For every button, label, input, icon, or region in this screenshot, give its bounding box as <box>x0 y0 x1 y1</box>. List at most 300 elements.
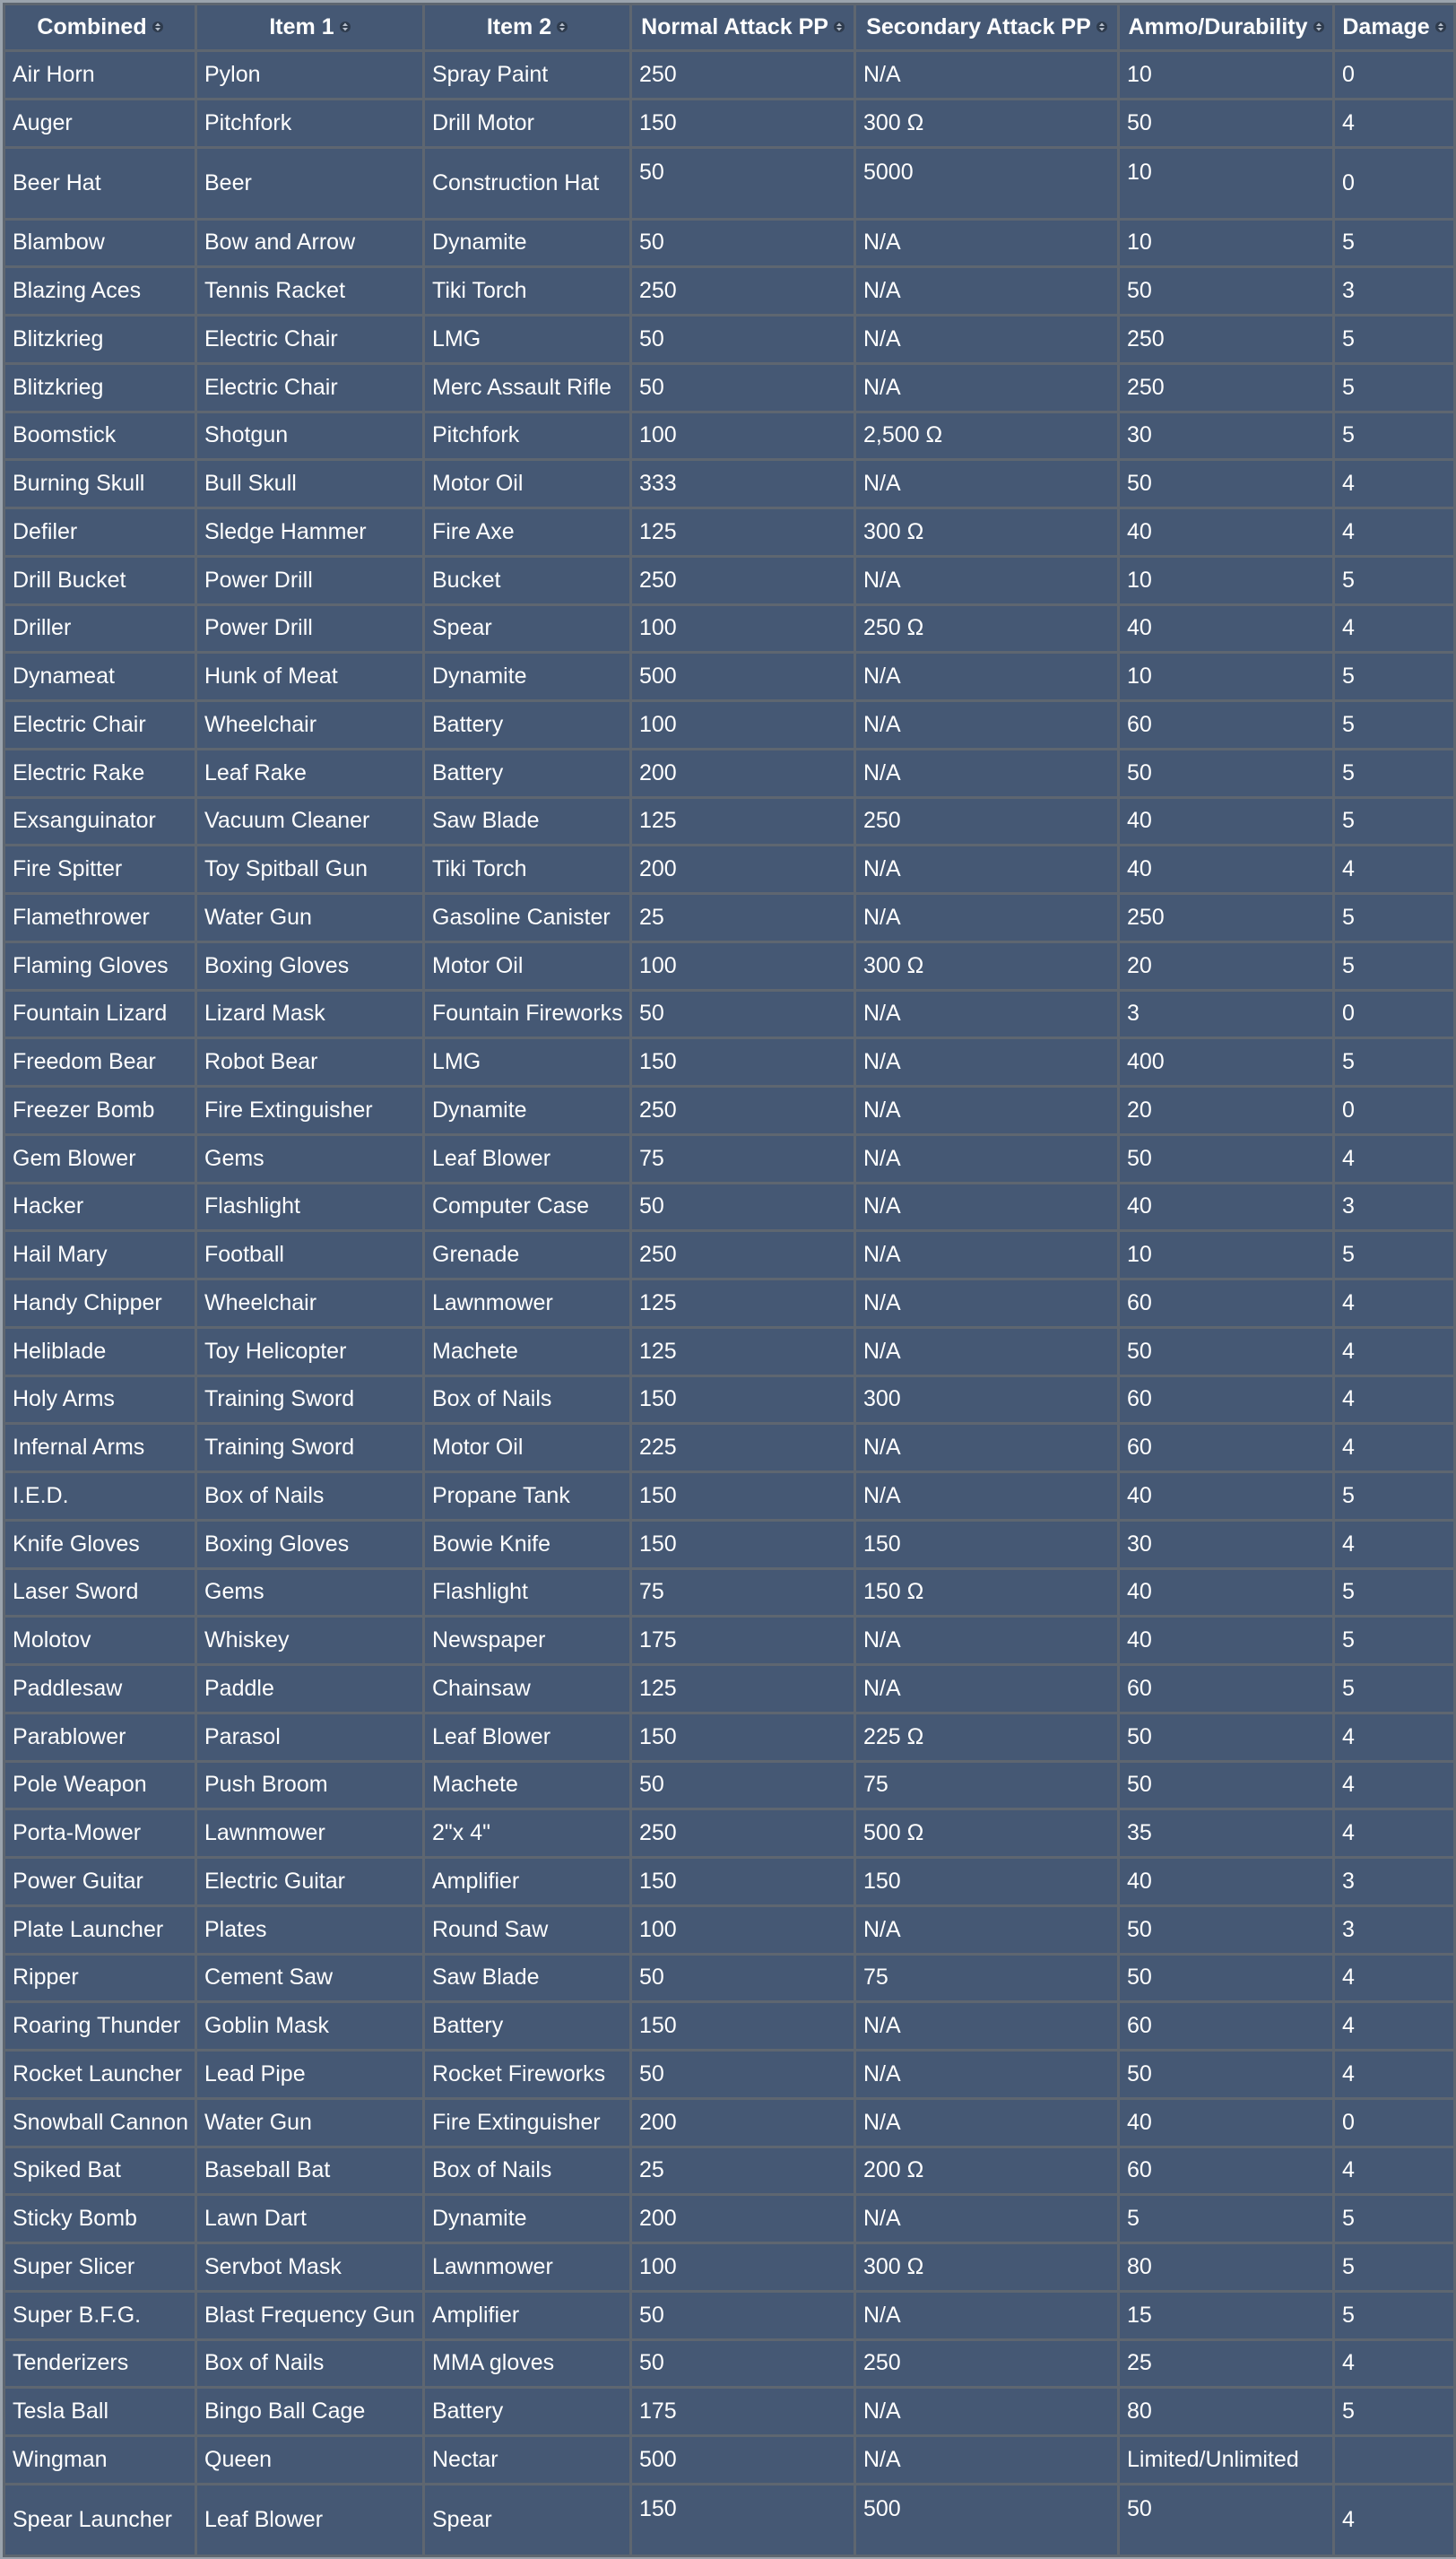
cell-item-2: Dynamite <box>424 219 631 267</box>
cell-item-2: Dynamite <box>424 1087 631 1135</box>
cell-ammo-durability: 50 <box>1119 2484 1334 2555</box>
cell-normal-attack-pp: 250 <box>631 1809 855 1858</box>
cell-normal-attack-pp: 100 <box>631 1905 855 1954</box>
cell-damage: 4 <box>1334 460 1455 508</box>
cell-normal-attack-pp: 50 <box>631 2051 855 2099</box>
cell-secondary-attack-pp: 75 <box>855 1954 1119 2002</box>
cell-normal-attack-pp: 250 <box>631 556 855 604</box>
cell-normal-attack-pp: 50 <box>631 1761 855 1809</box>
cell-damage: 4 <box>1334 1761 1455 1809</box>
cell-item-1: Lizard Mask <box>196 990 424 1038</box>
cell-item-2: Spear <box>424 604 631 653</box>
table-row <box>4 1713 1455 1761</box>
cell-normal-attack-pp: 225 <box>631 1424 855 1472</box>
cell-normal-attack-pp: 50 <box>631 316 855 364</box>
cell-secondary-attack-pp: 250 <box>855 797 1119 846</box>
cell-secondary-attack-pp: 250 Ω <box>855 604 1119 653</box>
cell-normal-attack-pp: 125 <box>631 1280 855 1328</box>
cell-item-1: Bingo Ball Cage <box>196 2388 424 2436</box>
column-header-label: Normal Attack PP <box>641 14 828 39</box>
cell-secondary-attack-pp: N/A <box>855 1424 1119 1472</box>
cell-normal-attack-pp: 25 <box>631 2147 855 2195</box>
cell-item-1: Shotgun <box>196 412 424 460</box>
cell-ammo-durability: 250 <box>1119 316 1334 364</box>
table-row <box>4 990 1455 1038</box>
cell-damage: 4 <box>1334 1424 1455 1472</box>
cell-item-1: Push Broom <box>196 1761 424 1809</box>
cell-combined: Fountain Lizard <box>4 990 196 1038</box>
sort-up-down-icon[interactable] <box>1313 20 1324 34</box>
cell-secondary-attack-pp: N/A <box>855 1665 1119 1713</box>
cell-secondary-attack-pp: N/A <box>855 1905 1119 1954</box>
table-row <box>4 2388 1455 2436</box>
cell-item-2: Machete <box>424 1761 631 1809</box>
cell-ammo-durability: 400 <box>1119 1038 1334 1087</box>
cell-secondary-attack-pp: N/A <box>855 219 1119 267</box>
table-row <box>4 267 1455 316</box>
cell-item-1: Toy Spitball Gun <box>196 846 424 894</box>
cell-combined: Defiler <box>4 508 196 557</box>
cell-normal-attack-pp: 500 <box>631 653 855 701</box>
table-row <box>4 1858 1455 1906</box>
table-row <box>4 316 1455 364</box>
sort-up-down-icon[interactable] <box>1096 20 1107 34</box>
cell-item-2: Spear <box>424 2484 631 2555</box>
cell-item-1: Bull Skull <box>196 460 424 508</box>
table-header <box>4 4 1455 51</box>
cell-item-2: LMG <box>424 316 631 364</box>
cell-item-1: Wheelchair <box>196 701 424 750</box>
cell-damage: 5 <box>1334 2388 1455 2436</box>
cell-item-2: Amplifier <box>424 2291 631 2339</box>
cell-normal-attack-pp: 125 <box>631 508 855 557</box>
cell-item-2: Dynamite <box>424 653 631 701</box>
cell-damage: 5 <box>1334 941 1455 990</box>
table-row <box>4 749 1455 797</box>
cell-item-1: Servbot Mask <box>196 2243 424 2292</box>
cell-damage: 3 <box>1334 1183 1455 1231</box>
cell-combined: Paddlesaw <box>4 1665 196 1713</box>
sort-up-down-icon[interactable] <box>557 20 568 34</box>
cell-normal-attack-pp: 150 <box>631 2002 855 2051</box>
cell-combined: Drill Bucket <box>4 556 196 604</box>
cell-damage: 4 <box>1334 2484 1455 2555</box>
cell-ammo-durability: 30 <box>1119 1520 1334 1568</box>
cell-combined: Roaring Thunder <box>4 2002 196 2051</box>
cell-ammo-durability: 25 <box>1119 2339 1334 2388</box>
cell-normal-attack-pp: 100 <box>631 701 855 750</box>
cell-combined: Super Slicer <box>4 2243 196 2292</box>
cell-item-1: Hunk of Meat <box>196 653 424 701</box>
cell-damage: 5 <box>1334 894 1455 942</box>
cell-damage: 5 <box>1334 1472 1455 1521</box>
table-row <box>4 604 1455 653</box>
cell-item-2: Drill Motor <box>424 99 631 147</box>
cell-damage: 4 <box>1334 1134 1455 1183</box>
cell-secondary-attack-pp: N/A <box>855 1183 1119 1231</box>
table-row <box>4 460 1455 508</box>
table-row <box>4 894 1455 942</box>
cell-ammo-durability: 40 <box>1119 1183 1334 1231</box>
cell-combined: Knife Gloves <box>4 1520 196 1568</box>
column-header-label: Ammo/Durability <box>1128 14 1308 39</box>
cell-damage: 3 <box>1334 1905 1455 1954</box>
cell-item-2: Battery <box>424 749 631 797</box>
table-row <box>4 846 1455 894</box>
cell-damage: 5 <box>1334 2291 1455 2339</box>
cell-secondary-attack-pp: N/A <box>855 990 1119 1038</box>
cell-combined: Electric Rake <box>4 749 196 797</box>
cell-item-1: Gems <box>196 1568 424 1617</box>
table-row <box>4 412 1455 460</box>
cell-normal-attack-pp: 50 <box>631 990 855 1038</box>
cell-normal-attack-pp: 50 <box>631 2291 855 2339</box>
cell-combined: Flaming Gloves <box>4 941 196 990</box>
table-row <box>4 2051 1455 2099</box>
cell-item-2: Lawnmower <box>424 2243 631 2292</box>
table-row <box>4 1375 1455 1424</box>
cell-item-2: Saw Blade <box>424 1954 631 2002</box>
cell-secondary-attack-pp: N/A <box>855 749 1119 797</box>
cell-normal-attack-pp: 150 <box>631 1472 855 1521</box>
cell-ammo-durability: Limited/Unlimited <box>1119 2436 1334 2485</box>
cell-secondary-attack-pp: 200 Ω <box>855 2147 1119 2195</box>
cell-damage: 4 <box>1334 604 1455 653</box>
cell-combined: Spear Launcher <box>4 2484 196 2555</box>
cell-normal-attack-pp: 175 <box>631 2388 855 2436</box>
column-header-item-2[interactable] <box>424 4 631 51</box>
table-row <box>4 1809 1455 1858</box>
cell-secondary-attack-pp: 300 <box>855 1375 1119 1424</box>
cell-ammo-durability: 250 <box>1119 894 1334 942</box>
cell-normal-attack-pp: 50 <box>631 1183 855 1231</box>
cell-ammo-durability: 10 <box>1119 556 1334 604</box>
cell-item-1: Bow and Arrow <box>196 219 424 267</box>
cell-item-2: Amplifier <box>424 1858 631 1906</box>
cell-damage: 5 <box>1334 749 1455 797</box>
cell-normal-attack-pp: 50 <box>631 147 855 219</box>
cell-damage: 4 <box>1334 2147 1455 2195</box>
cell-damage: 4 <box>1334 1809 1455 1858</box>
table-row <box>4 1520 1455 1568</box>
cell-ammo-durability: 20 <box>1119 1087 1334 1135</box>
cell-item-1: Training Sword <box>196 1424 424 1472</box>
cell-ammo-durability: 10 <box>1119 147 1334 219</box>
cell-item-1: Leaf Blower <box>196 2484 424 2555</box>
cell-ammo-durability: 50 <box>1119 1134 1334 1183</box>
cell-ammo-durability: 50 <box>1119 1954 1334 2002</box>
cell-item-1: Leaf Rake <box>196 749 424 797</box>
table-row <box>4 508 1455 557</box>
table-row <box>4 1568 1455 1617</box>
cell-ammo-durability: 40 <box>1119 1617 1334 1665</box>
cell-damage: 0 <box>1334 990 1455 1038</box>
cell-normal-attack-pp: 200 <box>631 2195 855 2243</box>
cell-item-1: Whiskey <box>196 1617 424 1665</box>
cell-damage: 4 <box>1334 99 1455 147</box>
cell-item-2: 2"x 4" <box>424 1809 631 1858</box>
cell-combined: Tenderizers <box>4 2339 196 2388</box>
cell-item-2: Battery <box>424 2002 631 2051</box>
cell-secondary-attack-pp: 2,500 Ω <box>855 412 1119 460</box>
cell-item-1: Parasol <box>196 1713 424 1761</box>
cell-item-2: Motor Oil <box>424 1424 631 1472</box>
cell-normal-attack-pp: 150 <box>631 1520 855 1568</box>
cell-item-2: Rocket Fireworks <box>424 2051 631 2099</box>
column-header-normal-attack-pp[interactable] <box>631 4 855 51</box>
cell-secondary-attack-pp: N/A <box>855 1472 1119 1521</box>
cell-item-2: Gasoline Canister <box>424 894 631 942</box>
cell-item-1: Vacuum Cleaner <box>196 797 424 846</box>
table-row <box>4 1954 1455 2002</box>
cell-combined: Driller <box>4 604 196 653</box>
cell-secondary-attack-pp: 150 <box>855 1858 1119 1906</box>
column-header-label: Item 2 <box>486 14 552 39</box>
cell-damage: 5 <box>1334 1617 1455 1665</box>
table-row <box>4 941 1455 990</box>
cell-damage: 5 <box>1334 797 1455 846</box>
table-row <box>4 2339 1455 2388</box>
cell-combined: Fire Spitter <box>4 846 196 894</box>
cell-ammo-durability: 60 <box>1119 701 1334 750</box>
cell-item-2: Round Saw <box>424 1905 631 1954</box>
table-row <box>4 1327 1455 1375</box>
cell-combined: Plate Launcher <box>4 1905 196 1954</box>
cell-normal-attack-pp: 175 <box>631 1617 855 1665</box>
cell-combined: Exsanguinator <box>4 797 196 846</box>
sort-up-down-icon[interactable] <box>340 20 351 34</box>
cell-secondary-attack-pp: N/A <box>855 894 1119 942</box>
cell-item-2: Leaf Blower <box>424 1713 631 1761</box>
cell-normal-attack-pp: 125 <box>631 1327 855 1375</box>
cell-damage: 4 <box>1334 2051 1455 2099</box>
cell-item-2: Tiki Torch <box>424 846 631 894</box>
table-row <box>4 1183 1455 1231</box>
cell-secondary-attack-pp: N/A <box>855 1327 1119 1375</box>
cell-combined: Blitzkrieg <box>4 316 196 364</box>
table-row <box>4 2436 1455 2485</box>
cell-item-1: Tennis Racket <box>196 267 424 316</box>
cell-normal-attack-pp: 50 <box>631 1954 855 2002</box>
cell-normal-attack-pp: 100 <box>631 941 855 990</box>
column-header-secondary-attack-pp[interactable] <box>855 4 1119 51</box>
cell-normal-attack-pp: 50 <box>631 2339 855 2388</box>
table-row <box>4 2291 1455 2339</box>
table-row <box>4 1231 1455 1280</box>
cell-combined: Burning Skull <box>4 460 196 508</box>
cell-combined: Auger <box>4 99 196 147</box>
cell-ammo-durability: 50 <box>1119 2051 1334 2099</box>
cell-damage: 5 <box>1334 701 1455 750</box>
cell-normal-attack-pp: 100 <box>631 604 855 653</box>
cell-damage: 4 <box>1334 1520 1455 1568</box>
cell-combined: Molotov <box>4 1617 196 1665</box>
cell-combined: Pole Weapon <box>4 1761 196 1809</box>
combo-weapons-table <box>3 3 1456 2557</box>
cell-item-1: Lead Pipe <box>196 2051 424 2099</box>
cell-ammo-durability: 60 <box>1119 2147 1334 2195</box>
cell-ammo-durability: 5 <box>1119 2195 1334 2243</box>
cell-combined: Sticky Bomb <box>4 2195 196 2243</box>
cell-item-2: Nectar <box>424 2436 631 2485</box>
cell-normal-attack-pp: 50 <box>631 363 855 412</box>
cell-ammo-durability: 10 <box>1119 1231 1334 1280</box>
cell-item-1: Box of Nails <box>196 2339 424 2388</box>
cell-item-1: Flashlight <box>196 1183 424 1231</box>
cell-item-1: Electric Guitar <box>196 1858 424 1906</box>
cell-normal-attack-pp: 125 <box>631 797 855 846</box>
cell-normal-attack-pp: 100 <box>631 412 855 460</box>
cell-item-2: Battery <box>424 2388 631 2436</box>
cell-secondary-attack-pp: N/A <box>855 316 1119 364</box>
cell-ammo-durability: 35 <box>1119 1809 1334 1858</box>
cell-normal-attack-pp: 500 <box>631 2436 855 2485</box>
table-row <box>4 556 1455 604</box>
cell-item-1: Robot Bear <box>196 1038 424 1087</box>
cell-combined: Ripper <box>4 1954 196 2002</box>
cell-secondary-attack-pp: N/A <box>855 2388 1119 2436</box>
cell-damage: 0 <box>1334 1087 1455 1135</box>
cell-normal-attack-pp: 150 <box>631 1713 855 1761</box>
cell-damage: 0 <box>1334 147 1455 219</box>
cell-ammo-durability: 60 <box>1119 1375 1334 1424</box>
cell-ammo-durability: 20 <box>1119 941 1334 990</box>
sort-up-down-icon[interactable] <box>1435 20 1446 34</box>
cell-damage: 5 <box>1334 556 1455 604</box>
cell-combined: Wingman <box>4 2436 196 2485</box>
cell-normal-attack-pp: 150 <box>631 99 855 147</box>
column-header-item-1[interactable] <box>196 4 424 51</box>
table-row <box>4 1280 1455 1328</box>
cell-item-1: Electric Chair <box>196 363 424 412</box>
cell-item-2: Chainsaw <box>424 1665 631 1713</box>
cell-item-1: Football <box>196 1231 424 1280</box>
cell-normal-attack-pp: 75 <box>631 1568 855 1617</box>
cell-combined: Laser Sword <box>4 1568 196 1617</box>
cell-item-1: Queen <box>196 2436 424 2485</box>
table-row <box>4 363 1455 412</box>
cell-item-2: Merc Assault Rifle <box>424 363 631 412</box>
cell-damage: 5 <box>1334 412 1455 460</box>
column-header-ammo-durability[interactable] <box>1119 4 1334 51</box>
cell-item-1: Box of Nails <box>196 1472 424 1521</box>
table-row <box>4 219 1455 267</box>
cell-secondary-attack-pp: N/A <box>855 2195 1119 2243</box>
cell-item-1: Fire Extinguisher <box>196 1087 424 1135</box>
cell-ammo-durability: 50 <box>1119 1327 1334 1375</box>
cell-normal-attack-pp: 250 <box>631 1087 855 1135</box>
cell-secondary-attack-pp: N/A <box>855 1231 1119 1280</box>
cell-damage: 4 <box>1334 1713 1455 1761</box>
cell-item-2: Lawnmower <box>424 1280 631 1328</box>
column-header-damage[interactable] <box>1334 4 1455 51</box>
cell-ammo-durability: 60 <box>1119 2002 1334 2051</box>
cell-normal-attack-pp: 75 <box>631 1134 855 1183</box>
cell-combined: I.E.D. <box>4 1472 196 1521</box>
cell-secondary-attack-pp: 150 <box>855 1520 1119 1568</box>
cell-item-2: Motor Oil <box>424 941 631 990</box>
cell-item-1: Beer <box>196 147 424 219</box>
cell-ammo-durability: 15 <box>1119 2291 1334 2339</box>
cell-combined: Blambow <box>4 219 196 267</box>
cell-normal-attack-pp: 200 <box>631 846 855 894</box>
cell-item-2: Motor Oil <box>424 460 631 508</box>
cell-combined: Air Horn <box>4 51 196 100</box>
cell-ammo-durability: 50 <box>1119 267 1334 316</box>
cell-combined: Spiked Bat <box>4 2147 196 2195</box>
cell-item-1: Baseball Bat <box>196 2147 424 2195</box>
column-header-combined[interactable] <box>4 4 196 51</box>
sort-up-down-icon[interactable] <box>152 20 163 34</box>
table-row <box>4 1424 1455 1472</box>
cell-damage: 5 <box>1334 1568 1455 1617</box>
cell-combined: Handy Chipper <box>4 1280 196 1328</box>
cell-item-2: MMA gloves <box>424 2339 631 2388</box>
table-row <box>4 2195 1455 2243</box>
cell-damage: 5 <box>1334 1038 1455 1087</box>
cell-normal-attack-pp: 250 <box>631 1231 855 1280</box>
cell-item-2: Pitchfork <box>424 412 631 460</box>
cell-item-1: Toy Helicopter <box>196 1327 424 1375</box>
cell-ammo-durability: 50 <box>1119 1761 1334 1809</box>
cell-secondary-attack-pp: N/A <box>855 2436 1119 2485</box>
cell-secondary-attack-pp: 75 <box>855 1761 1119 1809</box>
cell-normal-attack-pp: 25 <box>631 894 855 942</box>
cell-item-1: Wheelchair <box>196 1280 424 1328</box>
cell-damage: 5 <box>1334 1231 1455 1280</box>
cell-secondary-attack-pp: 500 Ω <box>855 1809 1119 1858</box>
cell-combined: Boomstick <box>4 412 196 460</box>
cell-damage: 5 <box>1334 2243 1455 2292</box>
cell-damage: 3 <box>1334 267 1455 316</box>
sort-up-down-icon[interactable] <box>834 20 845 34</box>
cell-secondary-attack-pp: N/A <box>855 460 1119 508</box>
cell-damage: 3 <box>1334 1858 1455 1906</box>
cell-combined: Freedom Bear <box>4 1038 196 1087</box>
cell-ammo-durability: 30 <box>1119 412 1334 460</box>
cell-secondary-attack-pp: N/A <box>855 1617 1119 1665</box>
table-row <box>4 1038 1455 1087</box>
table-row <box>4 51 1455 100</box>
cell-ammo-durability: 10 <box>1119 219 1334 267</box>
cell-item-2: Leaf Blower <box>424 1134 631 1183</box>
table-row <box>4 2484 1455 2555</box>
cell-item-2: Spray Paint <box>424 51 631 100</box>
table-row <box>4 1087 1455 1135</box>
cell-normal-attack-pp: 200 <box>631 2098 855 2147</box>
cell-normal-attack-pp: 333 <box>631 460 855 508</box>
cell-ammo-durability: 10 <box>1119 51 1334 100</box>
cell-damage: 4 <box>1334 2339 1455 2388</box>
cell-item-1: Electric Chair <box>196 316 424 364</box>
cell-ammo-durability: 40 <box>1119 2098 1334 2147</box>
cell-normal-attack-pp: 150 <box>631 1375 855 1424</box>
cell-ammo-durability: 50 <box>1119 460 1334 508</box>
cell-item-2: Construction Hat <box>424 147 631 219</box>
cell-damage: 5 <box>1334 316 1455 364</box>
table-row <box>4 2002 1455 2051</box>
cell-item-2: Propane Tank <box>424 1472 631 1521</box>
cell-damage: 0 <box>1334 2098 1455 2147</box>
cell-item-2: Fire Extinguisher <box>424 2098 631 2147</box>
cell-normal-attack-pp: 125 <box>631 1665 855 1713</box>
cell-combined: Tesla Ball <box>4 2388 196 2436</box>
cell-secondary-attack-pp: N/A <box>855 2291 1119 2339</box>
cell-combined: Hail Mary <box>4 1231 196 1280</box>
cell-secondary-attack-pp: N/A <box>855 267 1119 316</box>
table-row <box>4 653 1455 701</box>
cell-combined: Dynameat <box>4 653 196 701</box>
